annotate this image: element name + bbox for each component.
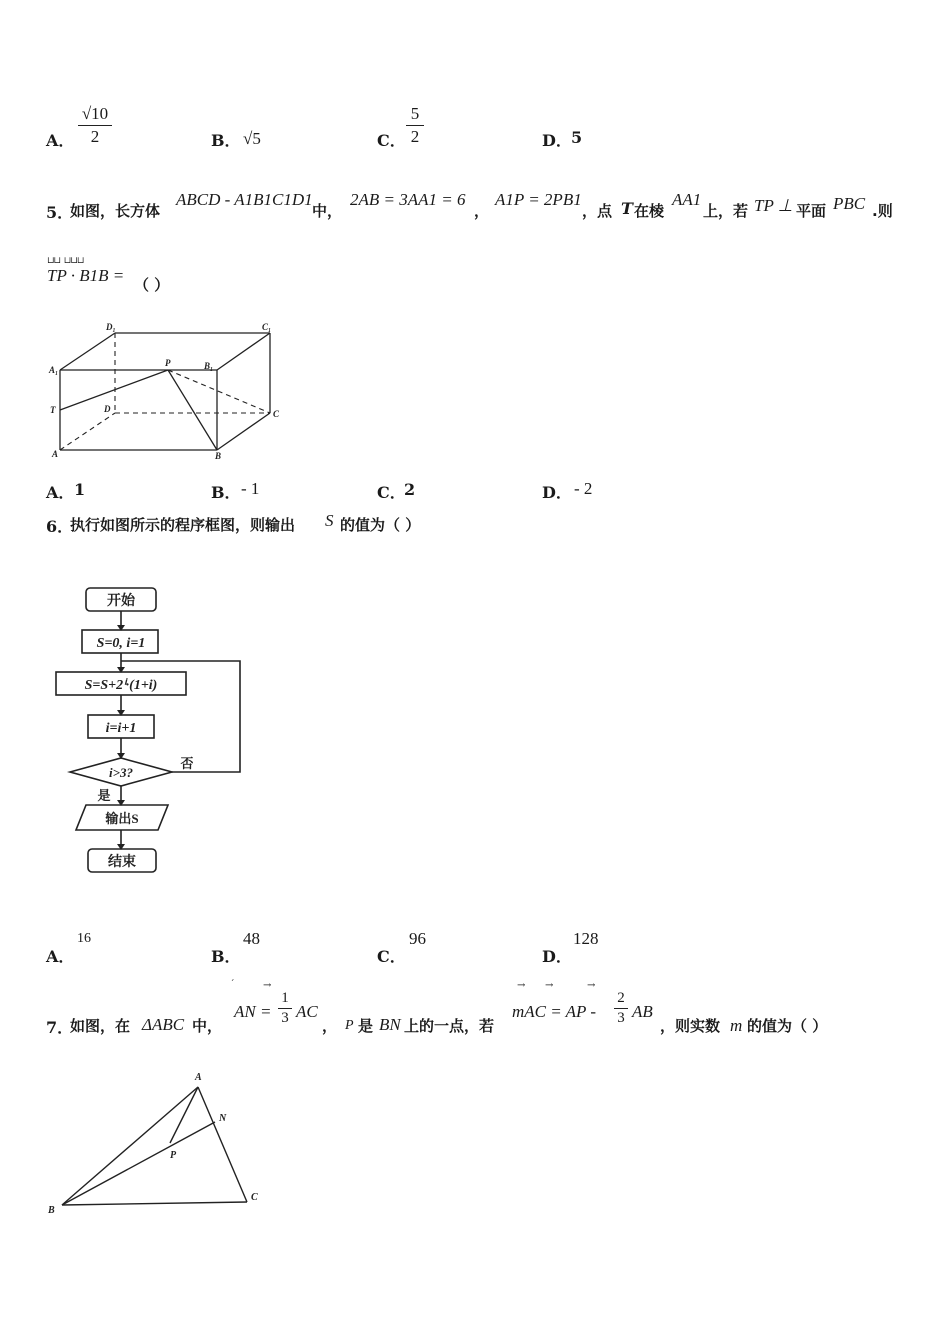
q6-option-d-value: 128	[573, 929, 599, 948]
q7-eq2-fraction	[614, 990, 628, 1027]
q4-option-c-value	[406, 104, 424, 147]
label-p: P	[165, 358, 171, 368]
q7-eq2-lhs: mAC = AP -	[512, 1002, 597, 1021]
q7-eq2-rhs: AB	[632, 1002, 653, 1021]
side-a-b	[62, 1087, 198, 1205]
q5-option-d-label: D．	[542, 483, 572, 502]
q5-point-t: T	[621, 199, 633, 218]
q7-text-2: 中，	[192, 1017, 223, 1035]
label-a: A	[52, 449, 59, 459]
label-d: D	[104, 404, 111, 414]
label-c: C	[273, 409, 280, 419]
label-b1: B₁	[204, 361, 214, 371]
q7-eq2-denominator: 3	[617, 1010, 625, 1026]
side-b-c	[62, 1202, 247, 1205]
q7-eq1-numerator: 1	[281, 990, 289, 1006]
q5-math-plane: PBC	[833, 194, 866, 213]
edge-b-c	[217, 413, 270, 450]
flow-inc-text: i=i+1	[105, 721, 137, 736]
q6-option-a-value: 16	[77, 931, 91, 946]
q5-text-5: 在棱	[634, 202, 665, 220]
flow-no-label: 否	[180, 756, 194, 771]
q5-math-cond1: 2AB = 3AA1 = 6	[350, 190, 466, 209]
label-c: C	[251, 1192, 258, 1203]
q7-text-4: 是	[358, 1017, 374, 1035]
segment-p-c-hidden	[168, 370, 270, 413]
q6-text-2: 的值为（ ）	[340, 516, 421, 534]
q5-text-7: 平面	[796, 202, 827, 220]
vector-arrow-mark: →	[545, 980, 554, 991]
segment-a-p	[170, 1087, 198, 1143]
q4-option-d-value: 5	[571, 128, 583, 147]
vector-arrow-mark: →	[587, 980, 596, 991]
q7-triangle-figure	[40, 1065, 280, 1225]
q6-option-c-value: 96	[409, 929, 426, 948]
q5-text-4: ，点	[582, 202, 613, 220]
q5-option-a-label: A．	[46, 483, 75, 502]
q5-number: 5．	[46, 203, 74, 222]
q4-option-a-numerator: √10	[81, 104, 109, 123]
q5-text-1: 如图，长方体	[70, 202, 161, 220]
q5-option-d-value: - 2	[574, 479, 593, 498]
q5-text-2: 中，	[312, 202, 343, 220]
q5-line2-math: TP · B1B =	[47, 266, 125, 285]
edge-b1-c1	[217, 333, 270, 370]
label-a1: A₁	[49, 365, 59, 375]
segment-b-n	[62, 1122, 215, 1205]
q7-text-3: ，	[322, 1017, 338, 1035]
q6-option-c-label: C．	[377, 947, 406, 966]
flow-output-text: 输出S	[105, 811, 139, 826]
q4-option-c-denominator: 2	[410, 127, 420, 146]
q4-option-c-numerator: 5	[410, 104, 420, 123]
q5-math-cond2: A1P = 2PB1	[495, 190, 582, 209]
q5-math-solid: ABCD - A1B1C1D1	[176, 190, 313, 209]
q6-number: 6．	[46, 517, 74, 536]
q6-flowchart	[44, 580, 254, 885]
q7-number: 7．	[46, 1018, 74, 1037]
label-t: T	[50, 405, 56, 415]
vector-arrow-mark: →	[263, 980, 272, 991]
q7-eq2-numerator: 2	[617, 990, 625, 1006]
q4-option-a-label: A．	[46, 131, 75, 150]
edge-a1-d1	[60, 333, 115, 370]
q7-text-5: 上的一点，若	[404, 1017, 495, 1035]
q5-option-b-value: - 1	[241, 479, 260, 498]
q5-text-6: 上，若	[703, 202, 749, 220]
label-d1: D₁	[106, 322, 116, 332]
flow-update-text: S=S+2ⁱ·(1+i)	[84, 678, 158, 693]
q5-math-edge: AA1	[672, 190, 702, 209]
q5-option-b-label: B．	[211, 483, 241, 502]
q4-option-b-label: B．	[211, 131, 241, 150]
q4-option-a-denominator: 2	[90, 127, 100, 146]
vector-arrow-marks: ⊔⊔ ⊔⊔⊔	[47, 256, 84, 266]
vector-arrow-mark: ˊ	[230, 980, 235, 990]
label-b: B	[215, 451, 222, 461]
q4-option-c-label: C．	[377, 131, 406, 150]
flow-start-text: 开始	[107, 594, 135, 609]
q7-eq1-rhs: AC	[296, 1002, 318, 1021]
q6-option-a-label: A．	[46, 947, 75, 966]
q7-point-p: P	[345, 1018, 354, 1033]
q5-math-perp: TP ⊥	[754, 196, 793, 215]
label-n: N	[219, 1113, 227, 1124]
flow-end-text: 结束	[108, 855, 136, 870]
q4-option-d-label: D．	[542, 131, 572, 150]
q7-eq1-denominator: 3	[281, 1010, 289, 1026]
q6-option-b-value: 48	[243, 929, 260, 948]
q6-option-b-label: B．	[211, 947, 241, 966]
flow-cond-text: i>3?	[108, 765, 134, 780]
q7-text-7: 的值为（ ）	[747, 1017, 828, 1035]
q7-seg-bn: BN	[379, 1015, 401, 1034]
flow-init-text: S=0, i=1	[96, 636, 146, 651]
side-a-c	[198, 1087, 247, 1202]
q7-triangle: ΔABC	[142, 1015, 185, 1034]
q7-text-6: ，则实数	[660, 1017, 721, 1035]
vector-arrow-mark: →	[517, 980, 526, 991]
q7-eq1-fraction	[278, 990, 292, 1027]
q6-var-s: S	[325, 511, 334, 530]
q5-text-8: .则	[872, 202, 893, 220]
q4-option-a-value	[78, 104, 112, 147]
q5-line2-paren: （ ）	[134, 276, 170, 294]
edge-a-d-hidden	[60, 413, 115, 450]
segment-p-b	[168, 370, 217, 450]
q5-option-c-value: 2	[404, 480, 416, 499]
q7-var-m: m	[730, 1016, 743, 1035]
q5-cuboid-figure	[40, 315, 290, 465]
label-p: P	[170, 1150, 177, 1161]
q7-text-1: 如图，在	[70, 1017, 131, 1035]
label-a: A	[195, 1072, 202, 1083]
q6-option-d-label: D．	[542, 947, 572, 966]
q5-text-3: ，	[474, 202, 490, 220]
q5-option-c-label: C．	[377, 483, 406, 502]
q7-eq1-lhs: AN =	[234, 1002, 272, 1021]
q6-text-1: 执行如图所示的程序框图，则输出	[70, 516, 296, 534]
flow-yes-label: 是	[97, 788, 111, 803]
q4-option-b-value: √5	[243, 129, 261, 148]
label-c1: C₁	[262, 322, 272, 332]
label-b: B	[48, 1205, 55, 1216]
q5-option-a-value: 1	[74, 480, 86, 499]
segment-t-p	[60, 370, 168, 410]
